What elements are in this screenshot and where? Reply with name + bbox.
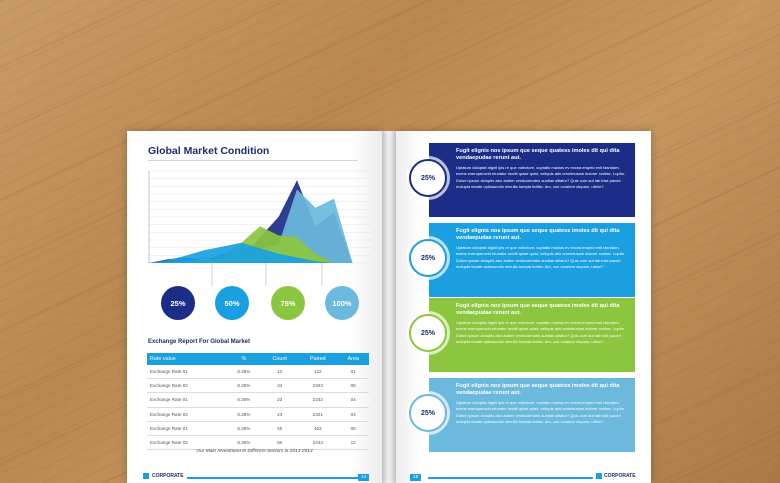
table-cell: 6.35% [227, 421, 262, 435]
page-number: 15 [410, 474, 421, 481]
column-header: Area [337, 353, 369, 365]
footer-rule [187, 477, 362, 479]
exchange-table [147, 353, 369, 450]
table-cell: 56 [261, 435, 298, 449]
box-heading: Fugit elignis nos ipsum que seque quatess imoles dit qui dita vendaepudae rerunt aut. [456, 383, 620, 396]
box-body: Uptatum doluptat dignit ipis re que volectore, cuptatio maxius ev excea ersped enit blandam, evens exeroperovid eturiatur modit quiae quist, veliquis aito omnimusam dolorer rovitae. Luptio. Dolum ipsum doluptis atur autem venduciendes suntias sitiatur? Quis cum aut lab inist parcid molupta tecate optiosundio minulla turepta tiotitio. Am, con coratem olupam, uteiur? [456, 320, 625, 345]
table-cell: 06 [337, 421, 369, 435]
table-cell: Exchange Rate 01 [147, 365, 227, 379]
table-cell: 34 [261, 379, 298, 393]
table-row [147, 435, 369, 449]
table-cell: 8.35% [227, 365, 262, 379]
info-box [420, 378, 635, 452]
table-cell: 6.35% [227, 393, 262, 407]
brand-name: CORPORATE [152, 473, 184, 479]
footer-rule [428, 477, 593, 479]
percentage-badge: 25% [409, 394, 447, 432]
table-cell: 2243 [298, 435, 337, 449]
table-cell: 04 [337, 393, 369, 407]
column-header: % [227, 353, 262, 365]
table-cell: 04 [337, 407, 369, 421]
box-heading: Fugit elignis nos ipsum que seque quatess imoles dit qui dita vendaepudae rerunt aut. [456, 148, 620, 161]
table-row [147, 365, 369, 379]
table-cell: 12 [261, 365, 298, 379]
table-cell: Exchange Rate 02 [147, 435, 227, 449]
table-cell: Exchange Rate 01 [147, 393, 227, 407]
table-cell: Exchange Rate 02 [147, 407, 227, 421]
brand-logo-icon [143, 473, 149, 479]
table-header-row [147, 353, 369, 365]
table-cell: 2342 [298, 393, 337, 407]
percentage-circle: 75% [271, 286, 305, 320]
brand-logo-icon [596, 473, 602, 479]
left-page [127, 131, 382, 483]
table-row [147, 379, 369, 393]
title-divider [148, 160, 358, 161]
table-cell: Exchange Rate 02 [147, 379, 227, 393]
table-cell: 01 [337, 365, 369, 379]
column-header: Count [261, 353, 298, 365]
info-box [420, 298, 635, 372]
box-body: Uptatum doluptat dignit ipis re que volectore, cuptatio maxius ev excea ersped enit blandam, evens exeroperovid eturiatur modit quiae quist, veliquis aito omnimusam dolorer rovitae. Luptio. Dolum ipsum doluptis atur autem venduciendes suntias sitiatur? Quis cum aut lab inist parcid molupta tecate optiosundio minulla turepta tiotitio. Am, con coratem olupam, uteiur? [456, 165, 625, 190]
table-cell: Exchange Rate 01 [147, 421, 227, 435]
table-cell: 8.35% [227, 435, 262, 449]
table-cell: 8.35% [227, 407, 262, 421]
page-title: Global Market Condition [148, 145, 270, 157]
page-number: 14 [358, 474, 369, 481]
info-box [420, 143, 635, 217]
percentage-badge: 25% [409, 314, 447, 352]
percentage-circle: 100% [325, 286, 359, 320]
table-row [147, 393, 369, 407]
caption: Our Main Investment In Different Sectors in 2013-2014 [196, 449, 313, 454]
table-cell: 2321 [298, 407, 337, 421]
right-page [396, 131, 651, 483]
column-header: Rate value [147, 353, 227, 365]
table-cell: 23 [261, 393, 298, 407]
percentage-badge: 25% [409, 159, 447, 197]
table-cell: 45 [261, 421, 298, 435]
table-cell: 2343 [298, 379, 337, 393]
box-body: Uptatum doluptat dignit ipis re que volectore, cuptatio maxius ev excea ersped enit blandam, evens exeroperovid eturiatur modit quiae quist, veliquis aito omnimusam dolorer rovitae. Luptio. Dolum ipsum doluptis atur autem venduciendes suntias sitiatur? Quis cum aut lab inist parcid molupta tecate optiosundio minulla turepta tiotitio. Am, con coratem olupam, uteiur? [456, 245, 625, 270]
table-row [147, 421, 369, 435]
percentage-circle: 50% [215, 286, 249, 320]
table-cell: 122 [298, 365, 337, 379]
table-row [147, 407, 369, 421]
table-cell: 453 [298, 421, 337, 435]
percentage-badge: 25% [409, 239, 447, 277]
table-cell: 12 [337, 435, 369, 449]
box-heading: Fugit elignis nos ipsum que seque quatess imoles dit qui dita vendaepudae rerunt aut. [456, 303, 620, 316]
column-header: Paired [298, 353, 337, 365]
table-cell: 23 [261, 407, 298, 421]
info-box [420, 223, 635, 297]
brand-name: CORPORATE [604, 473, 636, 479]
box-heading: Fugit elignis nos ipsum que seque quatess imoles dit qui dita vendaepudae rerunt aut. [456, 228, 620, 241]
table-cell: 6.35% [227, 379, 262, 393]
table-title: Exchange Report For Global Market [148, 339, 251, 345]
table-cell: 08 [337, 379, 369, 393]
percentage-circle: 25% [161, 286, 195, 320]
book-gutter [382, 131, 396, 483]
box-body: Uptatum doluptat dignit ipis re que volectore, cuptatio maxius ev excea ersped enit blandam, evens exeroperovid eturiatur modit quiae quist, veliquis aito omnimusam dolorer rovitae. Luptio. Dolum ipsum doluptis atur autem venduciendes suntias sitiatur? Quis cum aut lab inist parcid molupta tecate optiosundio minulla turepta tiotitio. Am, con coratem olupam, uteiur? [456, 400, 625, 425]
